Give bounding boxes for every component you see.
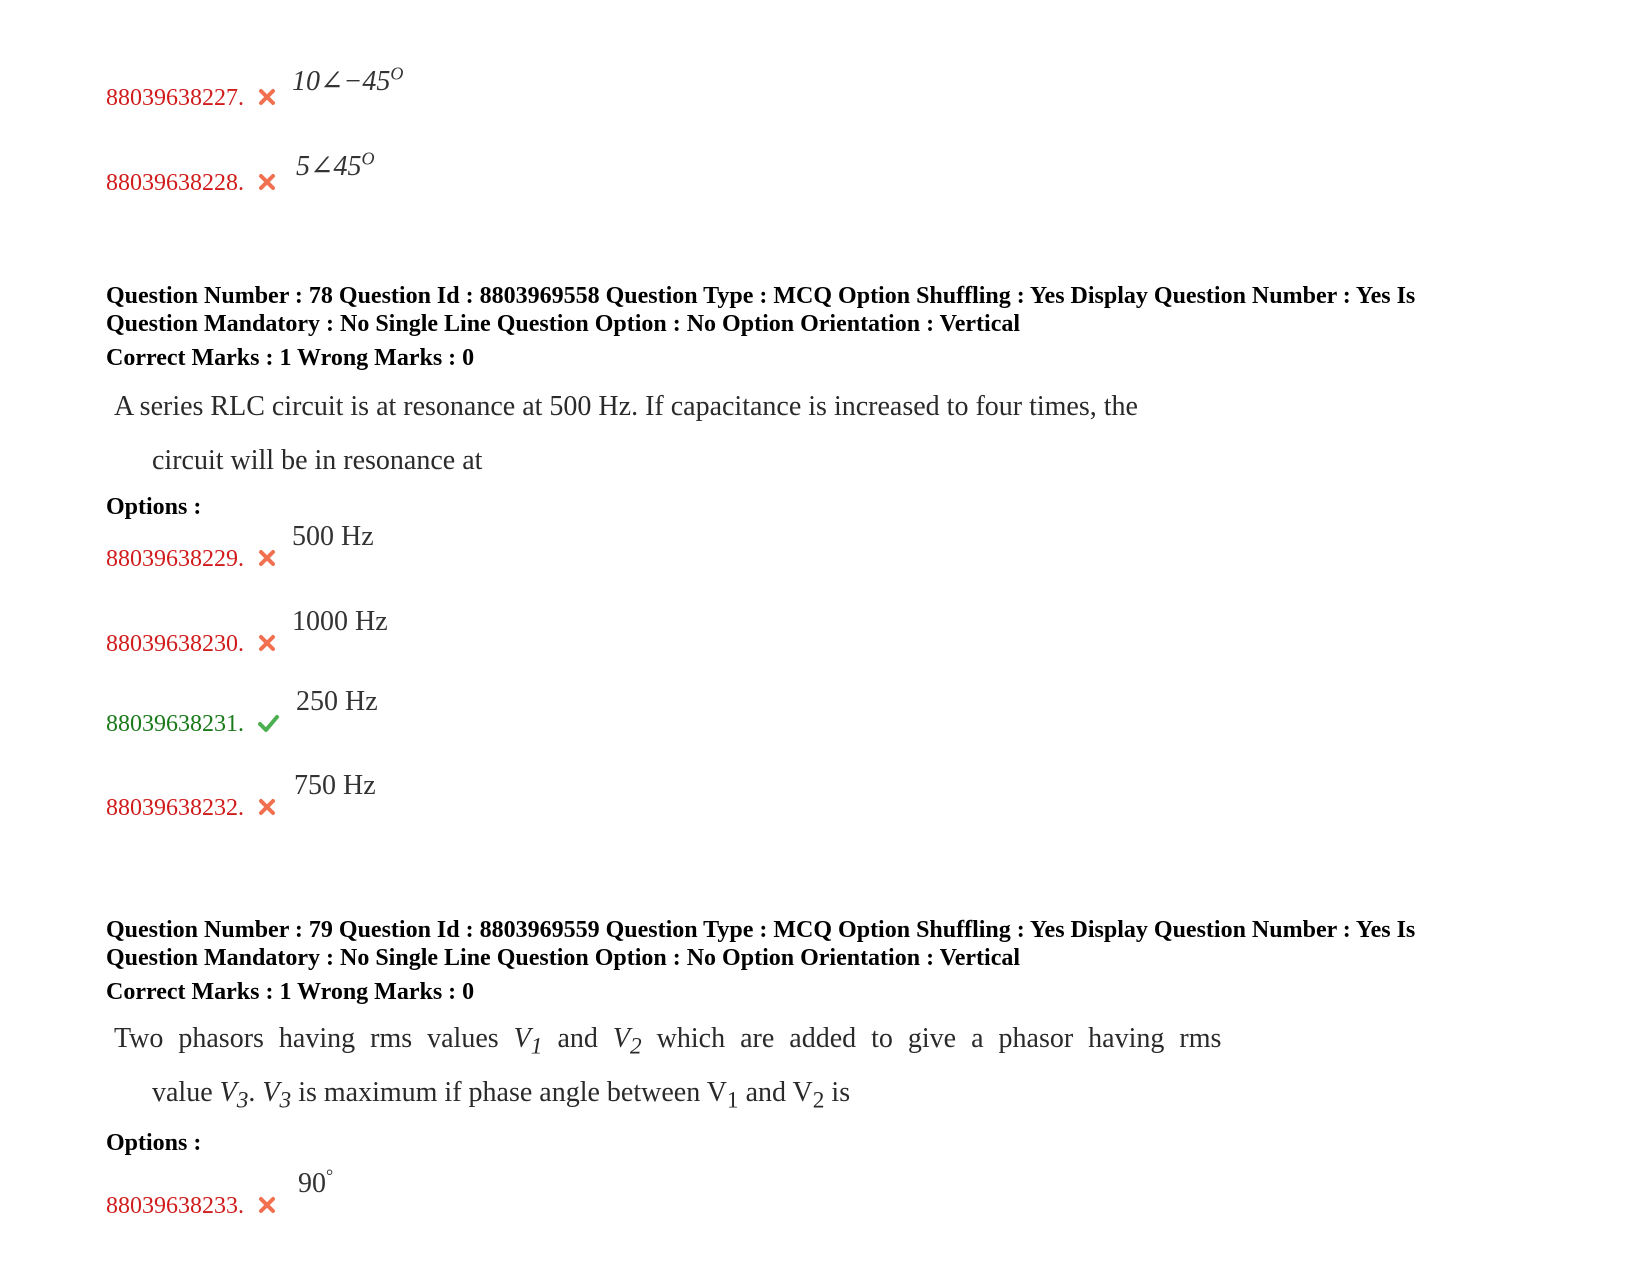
question-meta — [106, 282, 1546, 338]
option-value: 1000 Hz — [292, 606, 388, 637]
option-id: 88039638228. — [106, 170, 244, 196]
options-label: Options : — [106, 494, 202, 520]
question-meta-line: Question Mandatory : No Single Line Question Option : No Option Orientation : Vertical — [106, 311, 1021, 337]
cross-icon — [256, 547, 278, 569]
option-row — [106, 770, 1006, 830]
question-meta — [106, 916, 1546, 972]
cross-icon — [256, 1194, 278, 1216]
option-id: 88039638230. — [106, 631, 244, 657]
question-text-line: A series RLC circuit is at resonance at 500 Hz. If capacitance is increased to four times, the — [114, 391, 1138, 422]
question-text — [114, 380, 1294, 488]
question-text — [114, 1012, 1294, 1120]
option-row — [106, 60, 1006, 120]
question-text-line: value $V_3$. $V_3$ is maximum if phase angle between $V_1$ and $V_2$ is — [152, 1077, 851, 1114]
option-id: 88039638229. — [106, 546, 244, 572]
option-row — [106, 521, 1006, 581]
option-value: 250 Hz — [296, 686, 378, 717]
cross-icon — [256, 632, 278, 654]
question-marks: Correct Marks : 1 Wrong Marks : 0 — [106, 979, 475, 1005]
cross-icon — [256, 171, 278, 193]
option-id: 88039638231. — [106, 711, 244, 737]
option-row — [106, 145, 1006, 205]
cross-icon — [256, 86, 278, 108]
option-value: $5\angle 45^O$ — [296, 148, 375, 182]
question-meta-line: Question Number : 78 Question Id : 8803969558 Question Type : MCQ Option Shuffling : Yes Display Question Number : Yes Is — [106, 283, 1416, 309]
question-meta-line: Question Number : 79 Question Id : 8803969559 Question Type : MCQ Option Shuffling : Yes Display Question Number : Yes Is — [106, 917, 1416, 943]
option-id: 88039638233. — [106, 1193, 244, 1219]
option-id: 88039638232. — [106, 795, 244, 821]
option-value: 750 Hz — [294, 770, 376, 801]
option-value: 500 Hz — [292, 521, 374, 552]
question-meta-line: Question Mandatory : No Single Line Question Option : No Option Orientation : Vertical — [106, 945, 1021, 971]
check-icon — [256, 712, 280, 734]
option-value: 90° — [298, 1165, 334, 1199]
question-marks: Correct Marks : 1 Wrong Marks : 0 — [106, 345, 475, 371]
question-text-line: circuit will be in resonance at — [152, 445, 483, 476]
question-text-line: Two phasors having rms values $V_1$ and $V_2$ which are added to give a phasor having rms — [114, 1023, 1222, 1060]
option-value: $10\angle-45^O$ — [292, 63, 404, 97]
option-row — [106, 686, 1006, 746]
option-id: 88039638227. — [106, 85, 244, 111]
option-row — [106, 1165, 1006, 1228]
cross-icon — [256, 796, 278, 818]
options-label: Options : — [106, 1130, 202, 1156]
option-row — [106, 606, 1006, 666]
